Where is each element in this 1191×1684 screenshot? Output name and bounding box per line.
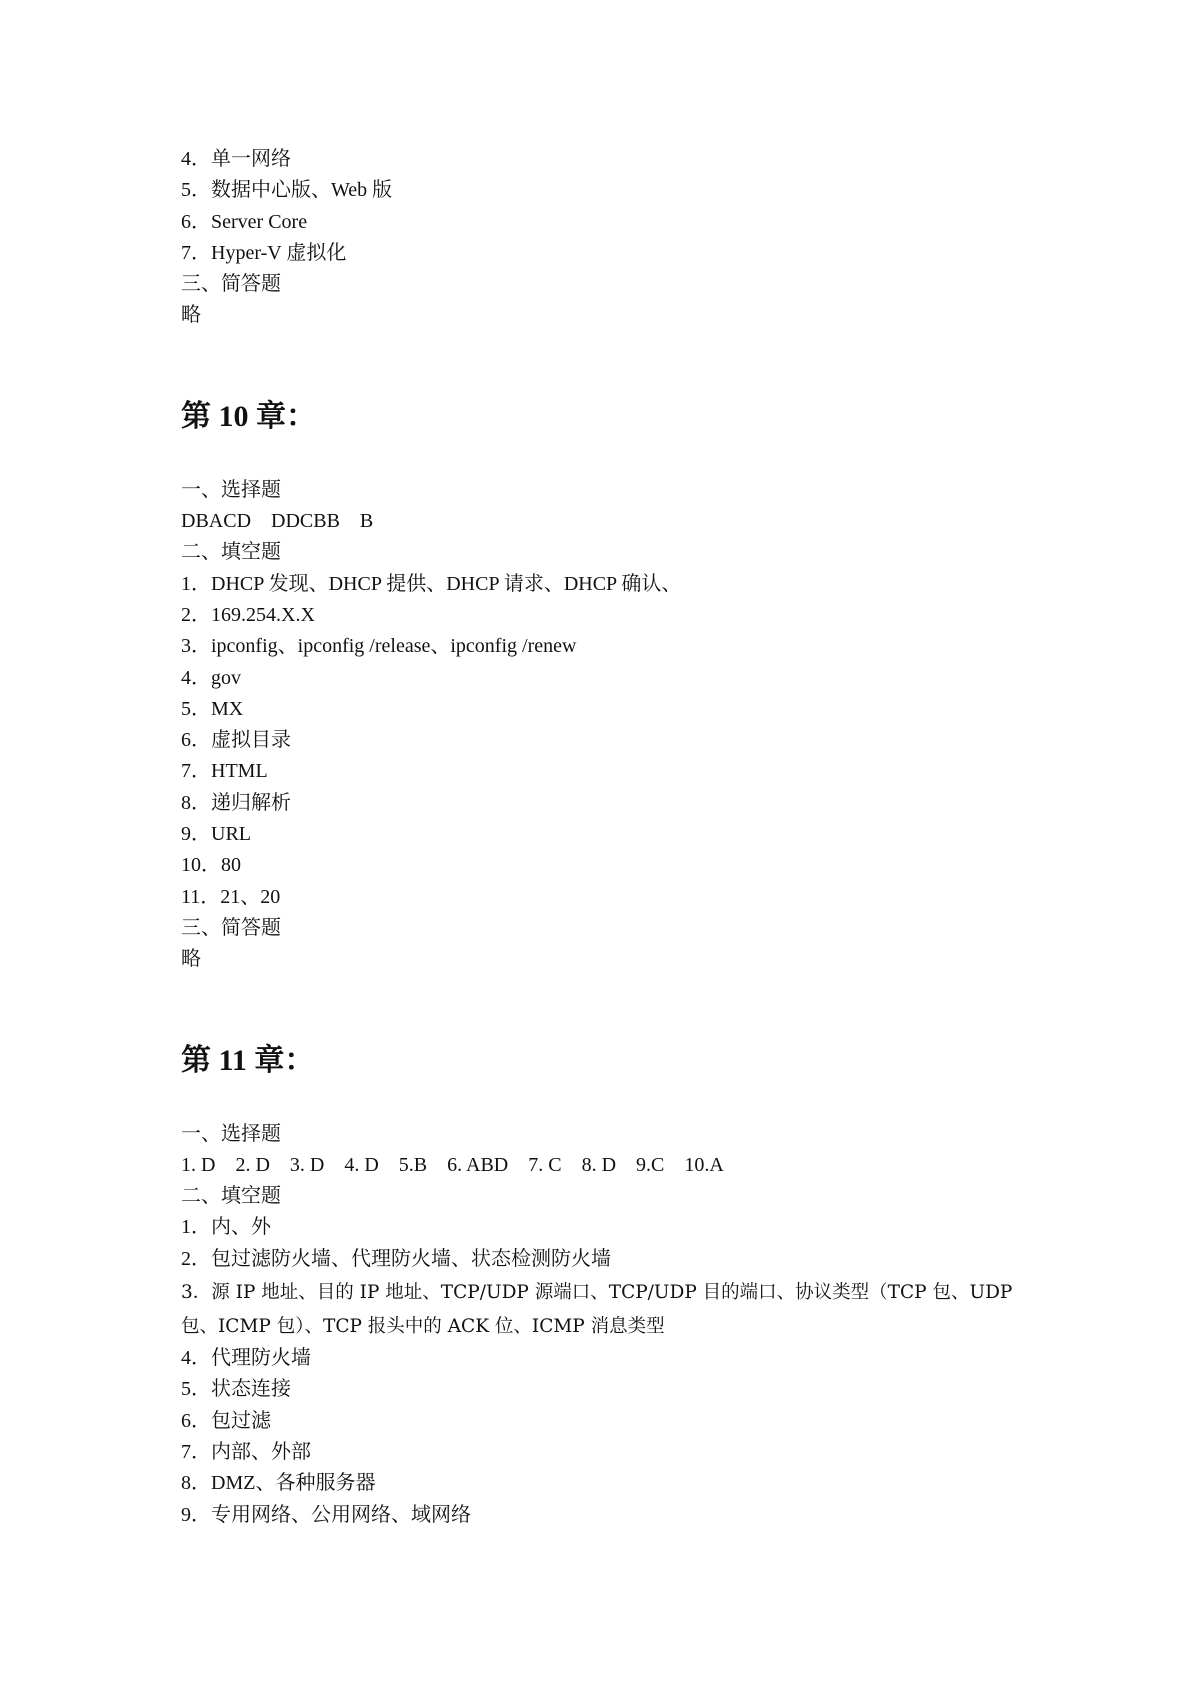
answer-line: 7．HTML: [181, 760, 268, 783]
answer-line: 6．Server Core: [181, 210, 308, 233]
answer-line-continued: 包、ICMP 包）、TCP 报头中的 ACK 位、ICMP 消息类型: [181, 1316, 665, 1338]
answer-line: 8．DMZ、各种服务器: [181, 1472, 376, 1495]
answer-line: 8．递归解析: [181, 791, 291, 814]
answer-line: 10．80: [181, 854, 241, 877]
answer-line: 7．内部、外部: [181, 1440, 311, 1463]
chapter-title: 第 11 章：: [181, 1043, 315, 1077]
section-heading: 一、选择题: [181, 478, 281, 501]
document-page: [181, 144, 1041, 1531]
answer-line: 2．包过滤防火墙、代理防火墙、状态检测防火墙: [181, 1247, 611, 1270]
answer-line: 11．21、20: [181, 885, 281, 908]
answer-line: 5．MX: [181, 697, 244, 720]
answer-line: 4．gov: [181, 666, 241, 689]
answer-line: 4．代理防火墙: [181, 1347, 311, 1370]
answer-line: 6．包过滤: [181, 1409, 271, 1432]
answer-line: 1. D 2. D 3. D 4. D 5.B 6. ABD 7. C 8. D 9.C 10.A: [181, 1153, 724, 1176]
answer-line: 1．DHCP 发现、DHCP 提供、DHCP 请求、DHCP 确认、: [181, 572, 682, 595]
section-heading: 一、选择题: [181, 1122, 281, 1145]
section-heading: 三、简答题: [181, 916, 281, 939]
chapter-11: [181, 1041, 1041, 1531]
answer-line: 5．数据中心版、Web 版: [181, 179, 393, 202]
answer-line: 略: [181, 304, 201, 327]
top-section: [181, 144, 1041, 332]
answer-line: 6．虚拟目录: [181, 729, 291, 752]
answer-line: 9．URL: [181, 823, 251, 846]
answer-line: 1．内、外: [181, 1216, 271, 1239]
answer-line: 9．专用网络、公用网络、域网络: [181, 1503, 471, 1526]
section-heading: 三、简答题: [181, 273, 281, 296]
answer-line: 2．169.254.X.X: [181, 603, 315, 626]
answer-line: 7．Hyper-V 虚拟化: [181, 241, 347, 264]
answer-line: 4．单一网络: [181, 148, 291, 170]
answer-line: 3．ipconfig、ipconfig /release、ipconfig /renew: [181, 635, 577, 658]
answer-line: 3．源 IP 地址、目的 IP 地址、TCP/UDP 源端口、TCP/UDP 目的端口、协议类型（TCP 包、UDP: [181, 1282, 1013, 1304]
chapter-10: [181, 397, 1041, 976]
answer-line: 略: [181, 948, 201, 971]
section-heading: 二、填空题: [181, 541, 281, 564]
chapter-title: 第 10 章：: [181, 399, 316, 433]
answer-line: 5．状态连接: [181, 1378, 291, 1401]
answer-line: DBACD DDCBB B: [181, 510, 374, 533]
section-heading: 二、填空题: [181, 1185, 281, 1208]
